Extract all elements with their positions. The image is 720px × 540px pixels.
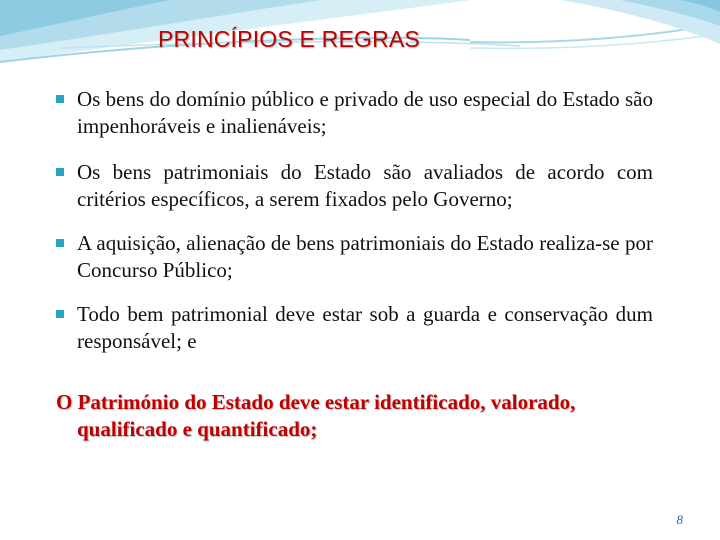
square-bullet-icon: [56, 95, 64, 103]
bullet-list: [56, 86, 653, 374]
slide-title: PRINCÍPIOS E REGRAS: [158, 26, 420, 52]
bullet-text: Os bens patrimoniais do Estado são avaliados de acordo com critérios específicos, a serem fixados pelo Governo;: [77, 160, 653, 211]
bullet-item: [56, 230, 653, 284]
bullet-text: Todo bem patrimonial deve estar sob a guarda e conservação dum responsável; e: [77, 302, 653, 353]
square-bullet-icon: [56, 168, 64, 176]
bullet-item: [56, 86, 653, 140]
square-bullet-icon: [56, 310, 64, 318]
square-bullet-icon: [56, 239, 64, 247]
bullet-item: [56, 159, 653, 213]
conclusion-statement: O Património do Estado deve estar identificado, valorado, qualificado e quantificado;: [56, 390, 576, 441]
bullet-text: A aquisição, alienação de bens patrimoniais do Estado realiza-se por Concurso Público;: [77, 231, 653, 282]
page-number: 8: [676, 512, 683, 527]
bullet-text: Os bens do domínio público e privado de uso especial do Estado são impenhoráveis e inalienáveis;: [77, 87, 653, 138]
bullet-item: [56, 301, 653, 355]
